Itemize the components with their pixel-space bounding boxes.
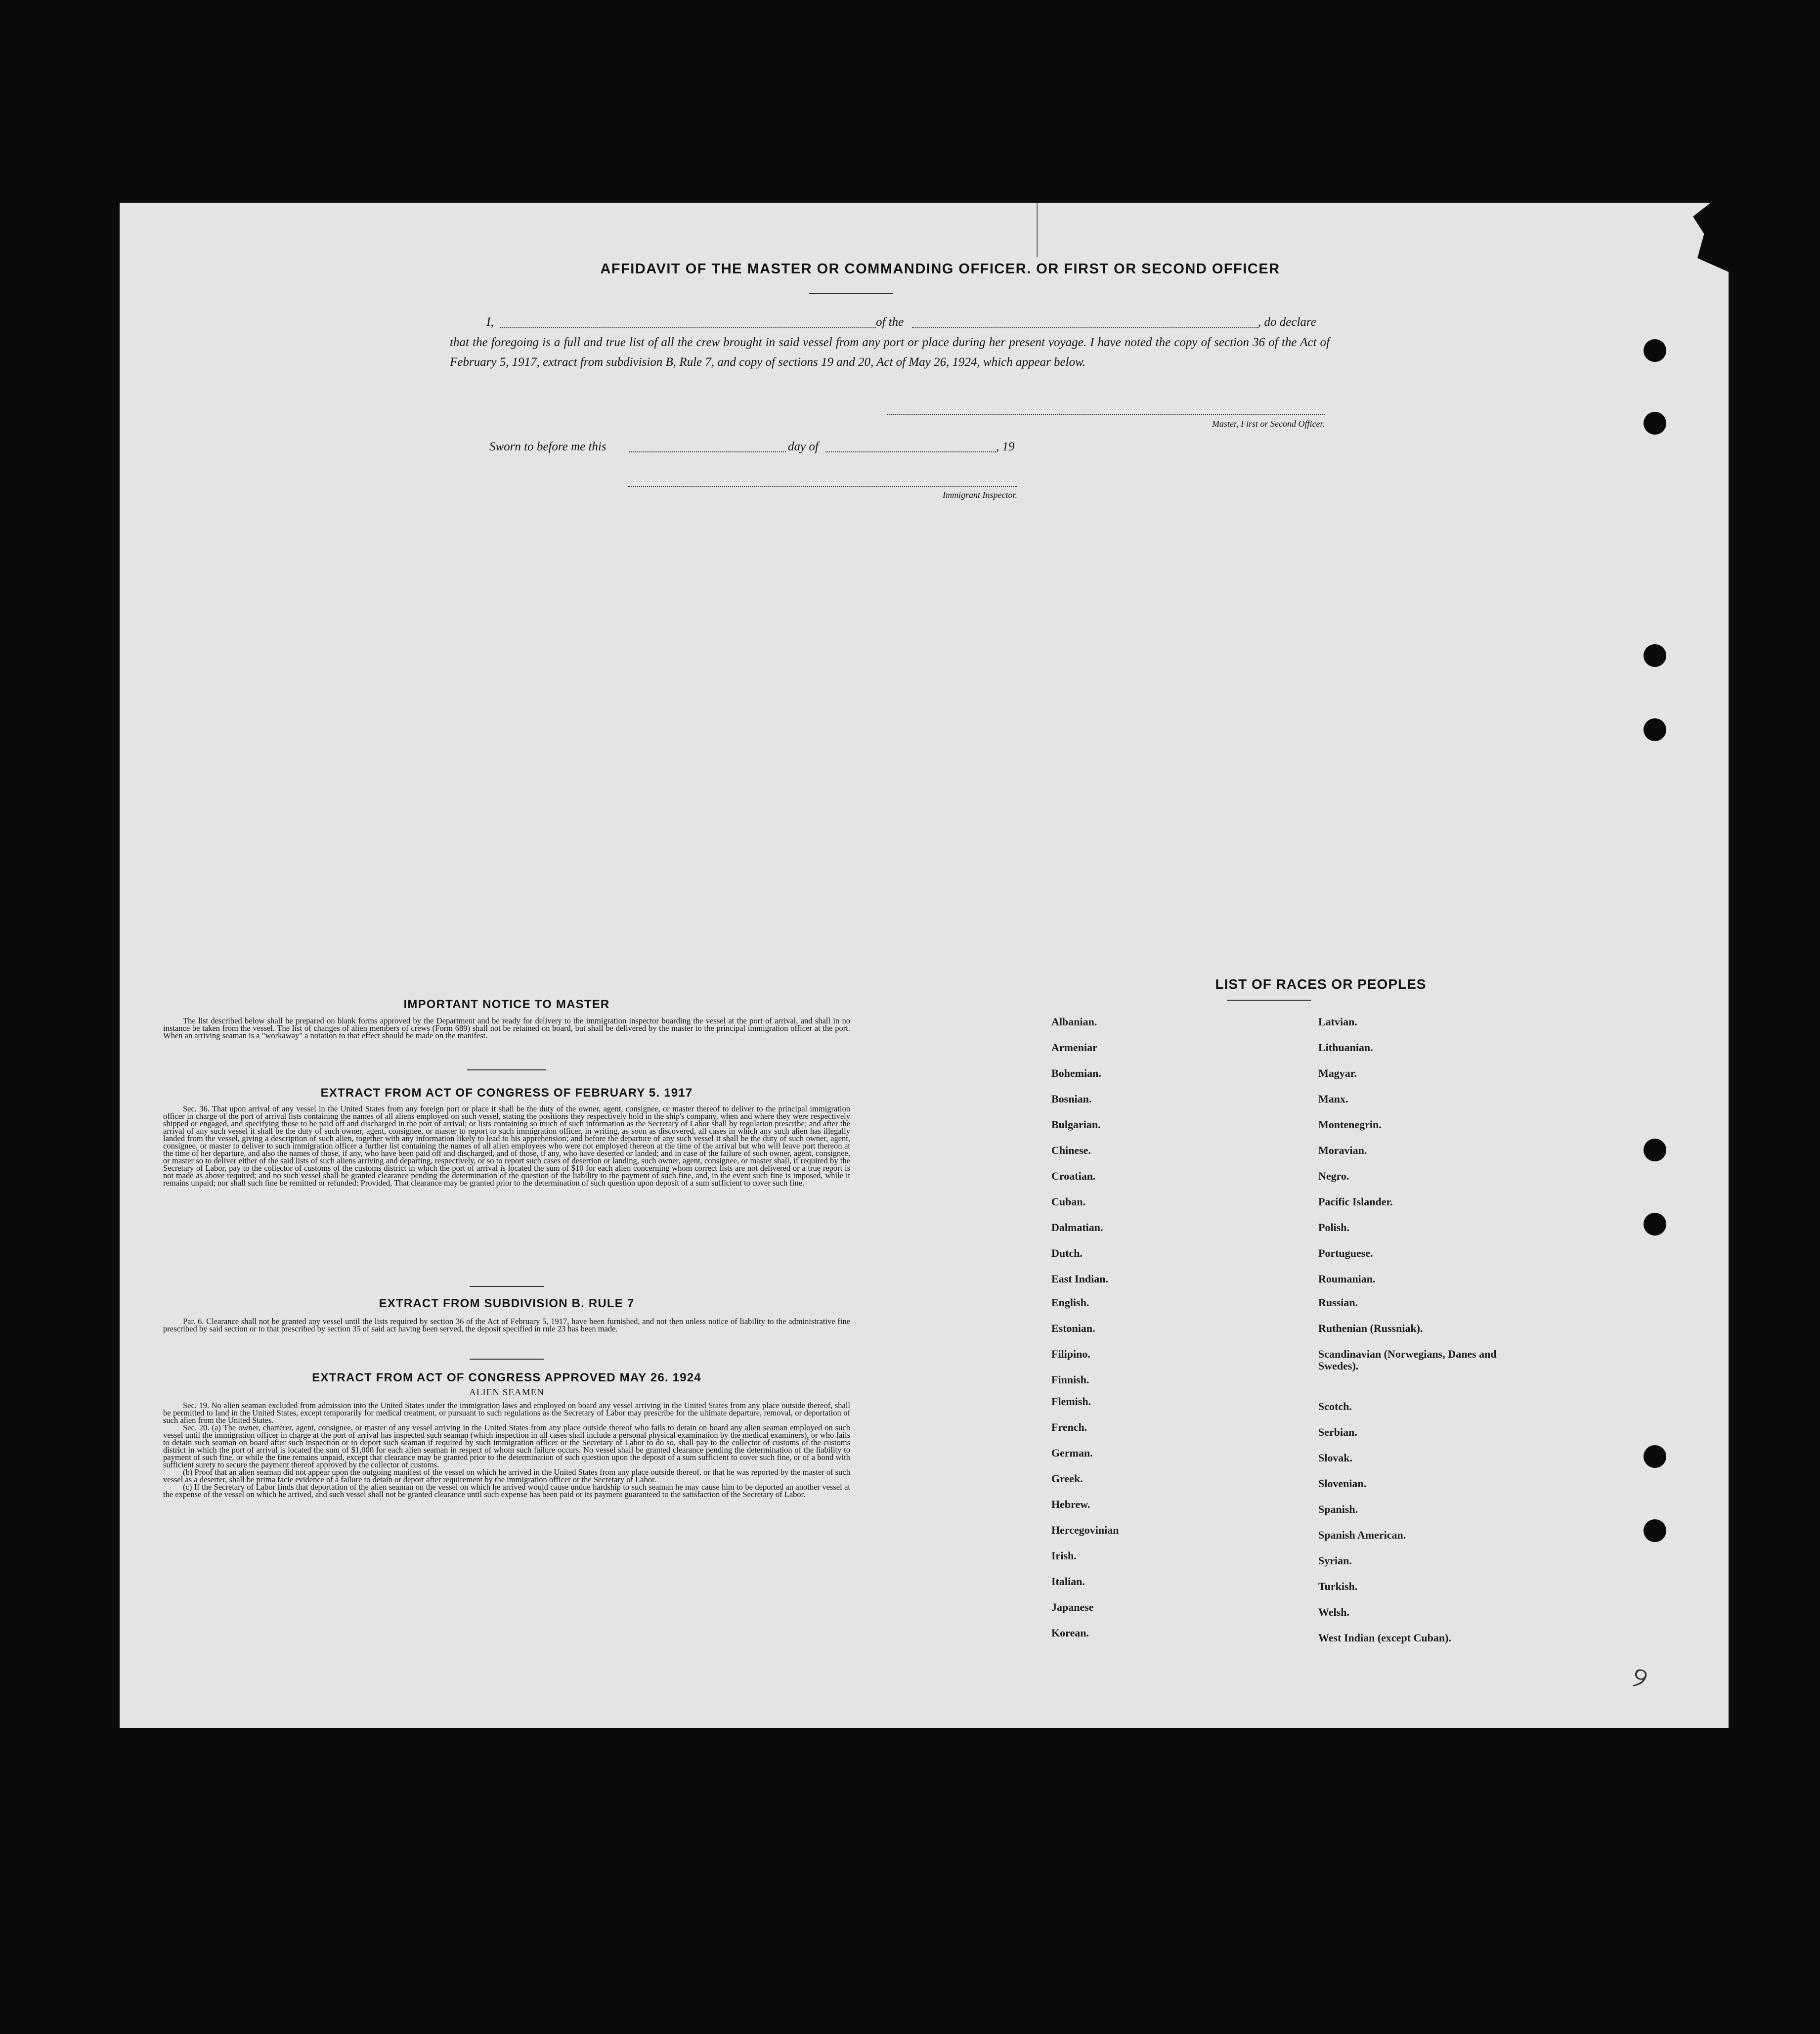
- inspector-label: Immigrant Inspector.: [943, 490, 1017, 500]
- punch-hole: [1644, 1213, 1666, 1236]
- race-list-item: Portuguese.: [1318, 1247, 1373, 1259]
- race-list-item: Chinese.: [1051, 1144, 1091, 1156]
- sworn-prefix: Sworn to before me this: [489, 440, 607, 453]
- punch-hole: [1644, 718, 1666, 741]
- race-list-item: Spanish.: [1318, 1503, 1358, 1515]
- race-list-item: Polish.: [1318, 1221, 1349, 1234]
- section-rule: [470, 1359, 544, 1360]
- handwritten-mark: ୨: [1627, 1660, 1652, 1696]
- race-list-item: Flemish.: [1051, 1395, 1091, 1408]
- sworn-year: , 19: [996, 440, 1015, 453]
- rule-7-text: Par. 6. Clearance shall not be granted any vessel until the lists required by section 36 of the Act of February 5, 1917, have been furnished, and not then unless notice of liability to the administrative fine prescribed by said section or to that prescribed by section 35 of said act having been served, the deposit specified in rule 23 has been made.: [163, 1317, 850, 1333]
- race-list-item: Estonian.: [1051, 1322, 1095, 1334]
- affidavit-declare-label: , do declare: [1258, 315, 1316, 329]
- punch-hole: [1644, 644, 1666, 667]
- race-list-item: French.: [1051, 1421, 1087, 1433]
- section-20c-paragraph: (c) If the Secretary of Labor finds that deportation of the alien seaman on the vessel on which he arrived would cause undue hardship to such seaman he may cause him to be deported an another vessel at the expense of the vessel on which he arrived, and such vessel shall not be granted clearance until such expense has been paid or its payment guaranteed to the satisfaction of the Secretary of Labor.: [163, 1482, 850, 1499]
- document-page: [120, 203, 1729, 1728]
- vessel-blank: [912, 327, 1258, 328]
- race-list-item: West Indian (except Cuban).: [1318, 1632, 1451, 1644]
- race-list-item: English.: [1051, 1296, 1089, 1309]
- race-list-item: Montenegrin.: [1318, 1118, 1382, 1131]
- affidavit-title: AFFIDAVIT OF THE MASTER OR COMMANDING OFFICER. OR FIRST OR SECOND OFFICER: [600, 261, 1280, 277]
- rule-7-title: EXTRACT FROM SUBDIVISION B. RULE 7: [379, 1297, 635, 1310]
- race-list-item: German.: [1051, 1447, 1093, 1459]
- race-list-item: Magyar.: [1318, 1067, 1357, 1079]
- race-list-item: Bulgarian.: [1051, 1118, 1101, 1131]
- race-list-item: Manx.: [1318, 1093, 1348, 1105]
- race-list-item: Turkish.: [1318, 1580, 1358, 1592]
- races-title: LIST OF RACES OR PEOPLES: [1215, 976, 1427, 992]
- race-list-item: Moravian.: [1318, 1144, 1367, 1156]
- race-list-item: Hebrew.: [1051, 1498, 1090, 1510]
- race-list-item: Irish.: [1051, 1549, 1077, 1562]
- section-rule: [470, 1286, 544, 1287]
- extract-1924-subtitle: ALIEN SEAMEN: [469, 1387, 544, 1398]
- race-list-item: Russian.: [1318, 1296, 1358, 1309]
- extract-1917-title: EXTRACT FROM ACT OF CONGRESS OF FEBRUARY 5. 1917: [320, 1086, 693, 1100]
- race-list-item: Korean.: [1051, 1627, 1089, 1639]
- section-20b-paragraph: (b) Proof that an alien seaman did not appear upon the outgoing manifest of the vessel on which he arrived in the United States from any place outside thereof, or that he was reported by the master of such vessel as a deserter, shall be prima facie evidence of a failure to detain or deport after requirement by the immigration officer or the Secretary of Labor.: [163, 1467, 850, 1484]
- race-list-item: Ruthenian (Russniak).: [1318, 1322, 1423, 1334]
- race-list-item: Welsh.: [1318, 1606, 1349, 1618]
- race-list-item: Dalmatian.: [1051, 1221, 1103, 1234]
- punch-hole: [1644, 1445, 1666, 1468]
- section-rule: [467, 1069, 546, 1070]
- section-19-paragraph: Sec. 19. No alien seaman excluded from admission into the United States under the immigration laws and employed on board any vessel arriving in the United States from any place outside thereof, shall be permitted to land in the United States, except temporarily for medical treatment, or pursuant to such regulations as the Secretary of Labor may prescribe for the ultimate departure, removal, or deportation of such alien from the United States.: [163, 1401, 850, 1425]
- affidavit-of-label: of the: [876, 315, 904, 329]
- extract-1924-text: [163, 1402, 850, 1498]
- race-list-item: Syrian.: [1318, 1554, 1352, 1567]
- race-list-item: Serbian.: [1318, 1426, 1357, 1438]
- sworn-month-blank: [825, 451, 996, 452]
- race-list-item: Armeniar: [1051, 1041, 1097, 1054]
- title-rule: [809, 293, 893, 294]
- race-list-item: Finnish.: [1051, 1373, 1089, 1386]
- race-list-item: Hercegovinian: [1051, 1524, 1119, 1536]
- section-20a-paragraph: Sec. 20. (a) The owner, charterer, agent, consignee, or master of any vessel arriving in the United States from any place outside thereof who fails to detain on board any alien seaman employed on such vessel until the immigration officer in charge at the port of arrival has inspected such seaman (which inspection in all cases shall include a personal physical examination by the medical examiners), or who fails to detain such seaman on board after such inspection or to deport such seaman if required by such immigration officer or the Secretary of Labor to do so, shall pay to the collector of customs of the customs district in which the port of arrival is located the sum of $1,000 for each alien seaman in respect of whom such failure occurs. No vessel shall be granted clearance pending the determination of the liability to payment of such fine, or while the fine remains unpaid, except that clearance may be granted prior to the determination of such question upon the deposit of a sum sufficient to cover such fine, or of a bond with sufficient surety to secure the payment thereof approved by the collector of customs.: [163, 1423, 850, 1469]
- signature-blank: [887, 414, 1325, 415]
- race-list-item: Bosnian.: [1051, 1093, 1092, 1105]
- extract-1924-title: EXTRACT FROM ACT OF CONGRESS APPROVED MAY 26. 1924: [312, 1371, 701, 1384]
- punch-hole: [1644, 412, 1666, 435]
- race-list-item: Cuban.: [1051, 1195, 1086, 1208]
- race-list-item: Scandinavian (Norwegians, Danes and Swedes).: [1318, 1348, 1497, 1372]
- race-list-item: Dutch.: [1051, 1247, 1083, 1259]
- punch-hole: [1644, 1519, 1666, 1542]
- race-list-item: Slovenian.: [1318, 1477, 1367, 1490]
- punch-hole: [1644, 1139, 1666, 1161]
- affidavit-body: that the foregoing is a full and true list of all the crew brought in said vessel from any port or place during her present voyage. I have noted the copy of section 36 of the Act of February 5, 1917, extract from subdivision B, Rule 7, and copy of sections 19 and 20, Act of May 26, 1924, which appear below.: [450, 336, 1330, 369]
- fold-mark: [1037, 203, 1038, 257]
- race-list-item: East Indian.: [1051, 1273, 1108, 1285]
- affidavit-i-label: I,: [486, 315, 494, 329]
- notice-title: IMPORTANT NOTICE TO MASTER: [403, 998, 610, 1011]
- races-title-rule: [1227, 1000, 1311, 1001]
- race-list-item: Filipino.: [1051, 1348, 1090, 1360]
- race-list-item: Greek.: [1051, 1472, 1083, 1485]
- race-list-item: Scotch.: [1318, 1400, 1352, 1413]
- race-list-item: Latvian.: [1318, 1016, 1357, 1028]
- name-blank: [500, 327, 876, 328]
- sworn-day-label: day of: [788, 440, 819, 453]
- race-list-item: Albanian.: [1051, 1016, 1097, 1028]
- race-list-item: Croatian.: [1051, 1170, 1096, 1182]
- race-list-item: Roumanian.: [1318, 1273, 1376, 1285]
- race-list-item: Lithuanian.: [1318, 1041, 1373, 1054]
- race-list-item: Spanish American.: [1318, 1529, 1406, 1541]
- sworn-day-blank: [629, 451, 786, 452]
- signature-label: Master, First or Second Officer.: [1212, 419, 1325, 429]
- race-list-item: Slovak.: [1318, 1452, 1353, 1464]
- inspector-blank: [628, 486, 1017, 487]
- race-list-item: Pacific Islander.: [1318, 1195, 1393, 1208]
- race-list-item: Japanese: [1051, 1601, 1094, 1613]
- extract-1917-text: Sec. 36. That upon arrival of any vessel in the United States from any foreign port or place it shall be the duty of the owner, agent, consignee, or master thereof to deliver to the principal immigration officer in charge of the port of arrival lists containing the names of all aliens employed on such vessel, stating the positions they respectively hold in the ship's company, when and where they were respectively shipped or engaged, and specifying those to be paid off and discharged in the port of arrival; or lists containing so much of such information as the Secretary of Labor shall by regulation prescribe; and after the arrival of any such vessel it shall be the duty of such owner, agent, consignee, or master to report to such immigration officer, in writing, as soon as discovered, all cases in which any such alien has illegally landed from the vessel, giving a description of such alien, together with any information likely to lead to his apprehension; and before the departure of any such vessel it shall be the duty of such owner, agent, consignee, or master to deliver to such immigration officer a further list containing the names of all alien employees who were not employed thereon at the time of the arrival but who will leave port thereon at the time of her departure, and also the names of those, if any, who have been paid off and discharged, and of those, if any, who have deserted or landed; and in case of the failure of such owner, agent, consignee, or master so to deliver either of the said lists of such aliens arriving and departing, respectively, or so to report such cases of desertion or landing, such owner, agent, consignee, or master shall, if required by the Secretary of Labor, pay to the collector of customs of the customs district in which the port of arrival is located the sum of $10 for each alien concerning whom correct lists are not delivered or a true report is not made as above required; and no such vessel shall be granted clearance pending the determination of the question of the liability to the payment of such fine, and, in the event such fine is imposed, while it remains unpaid; nor shall such fine be remitted or refunded: Provided, That clearance may be granted prior to the determination of such question upon deposit of a sum sufficient to cover such fine.: [163, 1104, 850, 1188]
- race-list-item: Negro.: [1318, 1170, 1349, 1182]
- race-list-item: Bohemian.: [1051, 1067, 1101, 1079]
- punch-hole: [1644, 339, 1666, 362]
- notice-text: The list described below shall be prepared on blank forms approved by the Department and be ready for delivery to the immigration inspector boarding the vessel at the port of arrival, and shall in no instance be taken from the vessel. The list of changes of alien members of crews (Form 689) shall not be retained on board, but shall be delivered by the master to the principal immigration officer at the port. When an arriving seaman is a "workaway" a notation to that effect should be made on the manifest.: [163, 1016, 850, 1040]
- race-list-item: Italian.: [1051, 1575, 1085, 1588]
